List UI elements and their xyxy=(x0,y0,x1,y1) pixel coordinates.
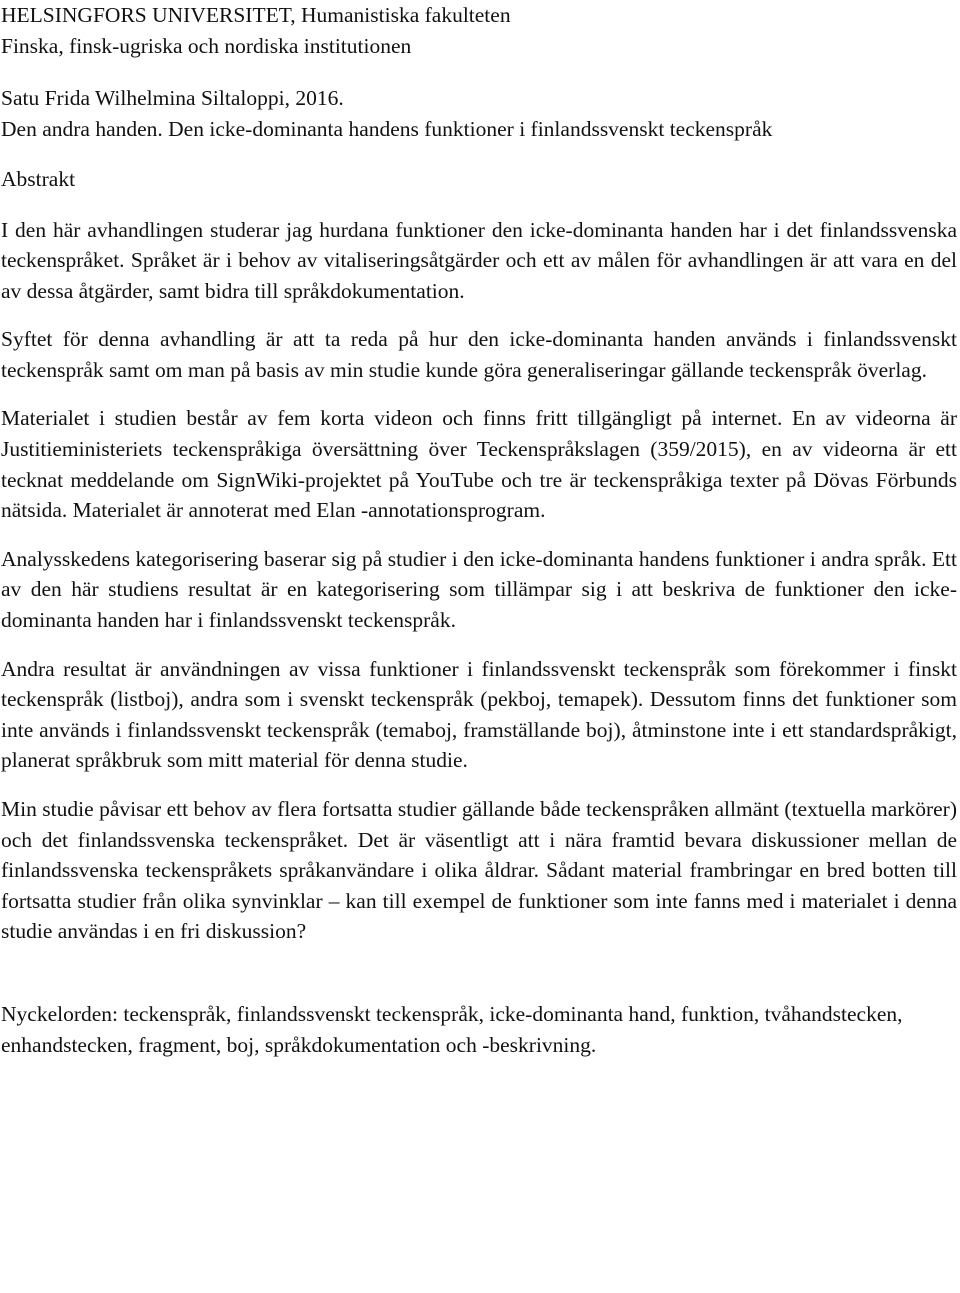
department-line: Finska, finsk-ugriska och nordiska institutionen xyxy=(1,33,412,58)
thesis-title: Den andra handen. Den icke-dominanta handens funktioner i finlandssvenskt teckenspråk xyxy=(1,116,773,141)
document-page xyxy=(1,0,957,1060)
author-line: Satu Frida Wilhelmina Siltaloppi, 2016. xyxy=(1,86,344,110)
institution-line: HELSINGFORS UNIVERSITET, Humanistiska fakulteten xyxy=(1,3,511,27)
abstract-paragraph-4: Analysskedens kategorisering baserar sig på studier i den icke-dominanta handens funktioner i andra språk. Ett av den här studiens resultat är en kategorisering som tillämpar sig i att beskriva de funktioner den icke-dominanta handen har i finlandssvenskt teckenspråk. xyxy=(1,546,957,633)
abstract-paragraph-2: Syftet för denna avhandling är att ta reda på hur den icke-dominanta handen används i finlandssvenskt teckenspråk samt om man på basis av min studie kunde göra generaliseringar gällande teckenspråk överlag. xyxy=(1,327,957,382)
abstract-paragraph-3: Materialet i studien består av fem korta videon och finns fritt tillgängligt på internet. En av videorna är Justitieministeriets teckenspråkiga översättning över Teckenspråkslagen (359/2015), en av videorna är ett tecknat meddelande om SignWiki-projektet på YouTube och tre är teckenspråkiga texter på Dövas Förbunds nätsida. Materialet är annoterat med Elan -annotationsprogram. xyxy=(1,406,957,523)
abstract-paragraph-1: I den här avhandlingen studerar jag hurdana funktioner den icke-dominanta handen har i det finlandssvenska teckenspråket. Språket är i behov av vitaliseringsåtgärder och ett av målen för avhandlingen är att vara en del av dessa åtgärder, samt bidra till språkdokumentation. xyxy=(1,217,957,303)
abstract-paragraph-6: Min studie påvisar ett behov av flera fortsatta studier gällande både teckenspråken allmänt (textuella markörer) och det finlandssvenska teckenspråket. Det är väsentligt att i nära framtid bevara diskussioner mellan de finlandssvenska teckenspråkets språkanvändare i olika åldrar. Sådant material frambringar en bred botten till fortsatta studier från olika synvinklar – kan till exempel de funktioner som inte fanns med i materialet i denna studie användas i en fri diskussion? xyxy=(1,797,957,944)
keywords: Nyckelorden: teckenspråk, finlandssvenskt teckenspråk, icke-dominanta hand, funktion, tvåhandstecken, enhandstecken, fragment, boj, språkdokumentation och -beskrivning. xyxy=(1,1001,903,1057)
abstract-heading: Abstrakt xyxy=(1,167,76,191)
abstract-paragraph-5: Andra resultat är användningen av vissa funktioner i finlandssvenskt teckenspråk som förekommer i finskt teckenspråk (listboj), andra som i svenskt teckenspråk (pekboj, temapek). Dessutom finns det funktioner som inte används i finlandssvenskt teckenspråk (temaboj, framställande boj), åtminstone inte i ett standardspråkigt, planerat språkbruk som mitt material för denna studie. xyxy=(1,656,957,773)
